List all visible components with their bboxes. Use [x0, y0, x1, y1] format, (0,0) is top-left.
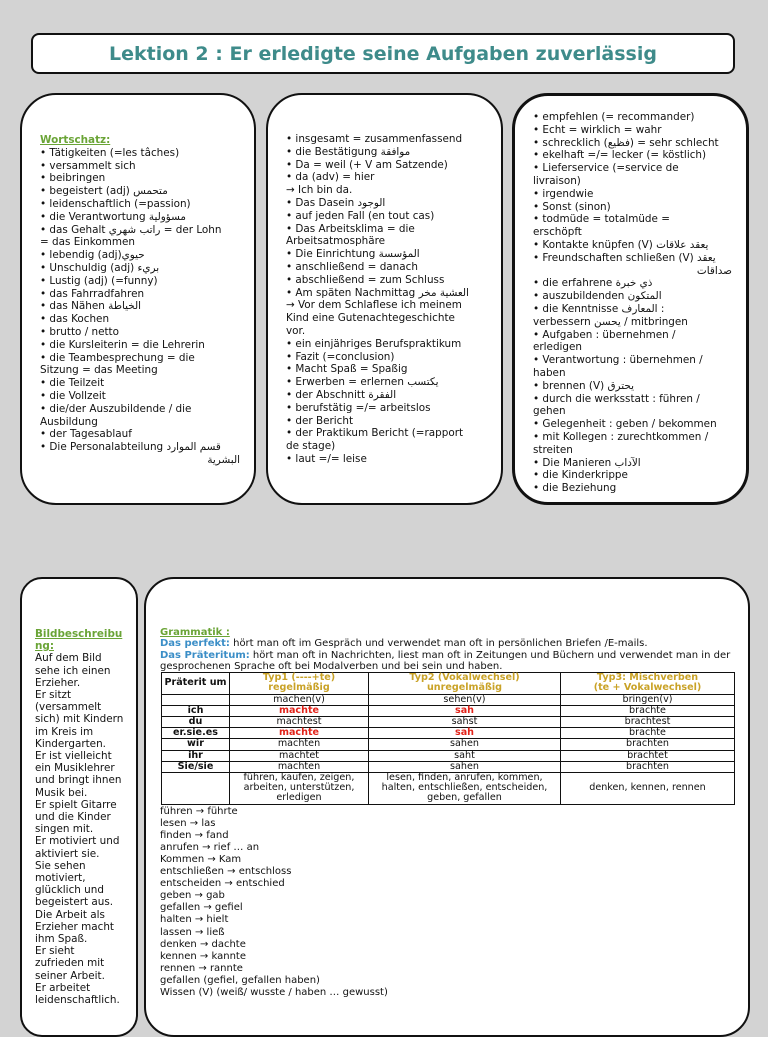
description-line: ihm Spaß. [35, 933, 88, 946]
description-line: ein Musiklehrer [35, 762, 115, 775]
vocab-item: streiten [533, 443, 573, 456]
verb-form-line: anrufen → rief … an [160, 841, 260, 853]
vocab-item: • Verantwortung : übernehmen / [533, 354, 703, 367]
description-line: zufrieden mit [35, 957, 105, 970]
verb-form-line: Wissen (V) (weiß/ wusste / haben … gewusst) [160, 987, 388, 999]
verb-form-line: kennen → kannte [160, 950, 246, 962]
description-line: Sie sehen [35, 859, 86, 872]
vocab-item: • die erfahrene ذي خبرة [533, 277, 653, 290]
title-banner [31, 33, 735, 74]
table-cell: machen(v) [230, 694, 369, 705]
table-row [162, 739, 735, 750]
verb-form-line: Kommen → Kam [160, 854, 242, 865]
vocab-item: • die Verantwortung مسؤولية [40, 210, 186, 223]
praeteritum-text: hört man oft in Nachrichten, liest man oft in Zeitungen und Büchern und verwendet man in der gesprochenen Sprache oft bei Modalverben und bei sein und haben. [160, 649, 731, 672]
table-cell: sahen [369, 761, 561, 772]
table-corner-cell: Präterit um [162, 673, 230, 694]
description-line: sich) mit Kindern [35, 713, 124, 726]
table-cell: brachtet [561, 750, 735, 761]
table-cell: brachtest [561, 717, 735, 728]
table-header-row [162, 673, 735, 694]
vocab-item: • Gelegenheit : geben / bekommen [533, 418, 717, 431]
vocabulary-box-3 [512, 93, 749, 505]
vocabulary-list-1 [40, 134, 240, 467]
description-line: und bringt ihnen [35, 774, 122, 787]
typ1-header [230, 673, 369, 694]
vocabulary-list-2 [286, 133, 487, 466]
verb-form-line: denken → dachte [160, 938, 246, 950]
vocab-item: صداقات [696, 264, 732, 277]
vocab-item: Kind eine Gutenachtegeschichte [286, 312, 455, 325]
vocab-item: • die Beziehung [533, 482, 617, 495]
vocab-item: haben [533, 366, 566, 379]
vocab-item: • laut =/= leise [286, 452, 367, 465]
table-cell: brachte [561, 705, 735, 716]
perfekt-label: Das perfekt: [160, 638, 230, 650]
table-row [162, 717, 735, 728]
vocab-item: • mit Kollegen : zurechtkommen / [533, 430, 709, 443]
typ1-subtitle: regelmäßig [268, 682, 330, 694]
vocab-item: • Die Manieren الآداب [533, 456, 641, 469]
verb-form-line: lassen → ließ [160, 926, 225, 938]
vocab-item: = das Einkommen [40, 236, 135, 249]
pronoun-cell: ich [162, 705, 230, 716]
description-line: motiviert, [35, 872, 86, 885]
table-cell: lesen, finden, anrufen, kommen, halten, entschließen, entscheiden, geben, gefallen [369, 773, 561, 805]
vocab-item: • da (adv) = hier [286, 171, 375, 184]
vocab-item: • Kontakte knüpfen (V) يعقد علاقات [533, 238, 709, 251]
vocab-item: • ein einjähriges Berufspraktikum [286, 337, 462, 350]
vocab-item: • Lustig (adj) (=funny) [40, 274, 158, 287]
vocab-item: • die Teambesprechung = die [40, 351, 195, 364]
vocab-item: • Echt = wirklich = wahr [533, 123, 662, 136]
table-cell: bringen(v) [561, 694, 735, 705]
vocab-item: • Fazit (=conclusion) [286, 350, 395, 363]
vocab-item: • das Fahrradfahren [40, 287, 145, 300]
vocab-item: • irgendwie [533, 187, 594, 200]
vocab-item: • brennen (V) يحترق [533, 379, 634, 392]
table-cell: sah [369, 728, 561, 739]
table-cell: sehen(v) [369, 694, 561, 705]
verb-form-line: finden → fand [160, 829, 229, 841]
bildbeschreibung-heading-2: ng: [35, 640, 54, 653]
description-line: Kindergarten. [35, 737, 106, 750]
vocab-item: • Aufgaben : übernehmen / [533, 328, 676, 341]
vocab-item: de stage) [286, 440, 336, 453]
vocab-item: livraison) [533, 174, 581, 187]
table-row [162, 694, 735, 705]
table-cell [162, 773, 230, 805]
description-line: (versammelt [35, 701, 102, 714]
description-line: Er sitzt [35, 689, 72, 702]
table-cell: saht [369, 750, 561, 761]
verb-form-line: halten → hielt [160, 914, 229, 926]
vocab-item: • berufstätig =/= arbeitslos [286, 401, 431, 414]
table-cell: machtest [230, 717, 369, 728]
table-cell: machten [230, 761, 369, 772]
pronoun-cell: wir [162, 739, 230, 750]
vocab-item: verbessern يحسن / mitbringen [533, 315, 688, 328]
vocab-item: Ausbildung [40, 415, 98, 428]
vocab-item: • Freundschaften schließen (V) يعقد [533, 251, 716, 264]
description-line: begeistert aus. [35, 896, 114, 909]
description-line: seiner Arbeit. [35, 969, 105, 982]
vocab-item: erledigen [533, 341, 583, 354]
bildbeschreibung-heading-1: Bildbeschreibu [35, 628, 123, 640]
typ2-subtitle: unregelmäßig [426, 682, 503, 694]
picture-description-box [20, 577, 138, 1037]
description-line: Er arbeitet [35, 981, 91, 994]
irregular-verb-list [160, 806, 732, 1000]
typ3-subtitle: (te + Vokalwechsel) [593, 682, 702, 694]
table-cell: sahst [369, 717, 561, 728]
vocab-item: • der Abschnitt الفقرة [286, 388, 397, 401]
praeteritum-note [160, 650, 732, 673]
verb-form-line: rennen → rannte [160, 962, 243, 974]
grammatik-heading: Grammatik : [160, 627, 230, 638]
vocab-item: • schrecklich (فظيع) = sehr schlecht [533, 136, 719, 149]
table-cell: sahen [369, 739, 561, 750]
description-line: Er sieht [35, 945, 75, 958]
description-line: sehe ich einen [35, 664, 111, 677]
page-title: Lektion 2 : Er erledigte seine Aufgaben zuverlässig [109, 42, 657, 65]
vocab-item: • Tätigkeiten (=les tâches) [40, 146, 180, 159]
vocab-item: gehen [533, 405, 566, 418]
vocab-item: → Ich bin da. [286, 184, 353, 197]
table-cell [162, 694, 230, 705]
pronoun-cell: Sie/sie [162, 761, 230, 772]
vocab-item: • leidenschaftlich (=passion) [40, 197, 191, 210]
table-cell: sah [369, 705, 561, 716]
vocab-item: • die/der Auszubildende / die [40, 402, 192, 415]
typ1-title: Typ1 (----+te) [262, 672, 336, 684]
description-line: Auf dem Bild [35, 652, 102, 665]
vocab-item: • die Teilzeit [40, 377, 105, 390]
vocab-item: • Sonst (sinon) [533, 200, 611, 213]
verb-form-line: lesen → las [160, 817, 216, 829]
vocab-item: • begeistert (adj) متحمس [40, 185, 168, 198]
verb-form-line: gefallen (gefiel, gefallen haben) [160, 974, 320, 986]
vocab-item: • Macht Spaß = Spaßig [286, 363, 408, 376]
praeteritum-label: Das Präteritum: [160, 649, 250, 661]
vocab-item: • auf jeden Fall (en tout cas) [286, 209, 435, 222]
vocab-item: • auszubildenden المتكون [533, 290, 662, 303]
description-line: Erzieher. [35, 676, 81, 689]
verb-form-line: entschließen → entschloss [160, 866, 292, 878]
typ3-title: Typ3: Mischverben [596, 672, 699, 684]
vocab-item: • brutto / netto [40, 325, 119, 338]
vocab-item: • die Kinderkrippe [533, 469, 628, 482]
table-cell: machte [230, 705, 369, 716]
table-cell: führen, kaufen, zeigen, arbeiten, unterstützen, erledigen [230, 773, 369, 805]
vocab-item: • das Nähen الخياطة [40, 300, 142, 313]
vocab-item: • der Tagesablauf [40, 428, 132, 441]
vocab-item: • Am späten Nachmittag العشية مخر [286, 286, 469, 299]
vocab-item: • ekelhaft =/= lecker (= köstlich) [533, 149, 707, 162]
verb-form-line: führen → führte [160, 805, 238, 817]
vocabulary-list-3 [533, 111, 732, 495]
table-cell: brachte [561, 728, 735, 739]
vocab-item: • Die Personalabteilung قسم الموارد [40, 441, 221, 454]
vocab-item: • anschließend = danach [286, 260, 418, 273]
vocab-item: • Lieferservice (=service de [533, 162, 679, 175]
typ2-header [369, 673, 561, 694]
table-cell: machte [230, 728, 369, 739]
vocab-item: vor. [286, 324, 306, 337]
table-cell: brachten [561, 761, 735, 772]
verb-form-line: entscheiden → entschied [160, 878, 285, 890]
description-line: leidenschaftlich. [35, 994, 120, 1007]
vocab-item: • die Kursleiterin = die Lehrerin [40, 338, 205, 351]
perfekt-note [160, 638, 732, 649]
vocab-item: • beibringen [40, 172, 106, 185]
conjugation-table [161, 672, 735, 804]
vocab-item: • die Vollzeit [40, 389, 106, 402]
vocab-item: • der Praktikum Bericht (=rapport [286, 427, 464, 440]
pronoun-cell: du [162, 717, 230, 728]
typ2-title: Typ2 (Vokalwechsel) [409, 672, 520, 684]
vocab-item: • Erwerben = erlernen يكتسب [286, 376, 439, 389]
vocab-item: • lebendig (adj)حيوي [40, 249, 145, 262]
description-line: singen mit. [35, 823, 94, 836]
vocab-item: • Da = weil (+ V am Satzende) [286, 158, 448, 171]
vocab-item: البشرية [207, 453, 240, 466]
vocab-item: • das Kochen [40, 313, 110, 326]
pronoun-cell: er.sie.es [162, 728, 230, 739]
vocab-item: • abschließend = zum Schluss [286, 273, 445, 286]
vocab-item: • empfehlen (= recommander) [533, 111, 695, 123]
description-line: im Kreis im [35, 725, 94, 738]
perfekt-text: hört man oft im Gespräch und verwendet man oft in persönlichen Briefen /E-mails. [229, 638, 648, 650]
vocab-item: Arbeitsatmosphäre [286, 235, 386, 248]
table-row-examples [162, 773, 735, 805]
verb-form-line: gefallen → gefiel [160, 902, 243, 914]
vocab-item: • die Bestätigung موافقة [286, 145, 411, 158]
vocab-item: erschöpft [533, 226, 582, 239]
description-line: Musik bei. [35, 786, 88, 799]
vocab-item: • Unschuldig (adj) بريء [40, 261, 160, 274]
vocab-item: → Vor dem Schlaflese ich meinem [286, 299, 462, 312]
pronoun-cell: ihr [162, 750, 230, 761]
description-line: und die Kinder [35, 811, 111, 824]
table-row [162, 728, 735, 739]
description-line: aktiviert sie. [35, 847, 100, 860]
vocab-item: • Das Dasein الوجود [286, 196, 386, 209]
description-line: Er motiviert und [35, 835, 120, 848]
vocab-item: • insgesamt = zusammenfassend [286, 133, 463, 145]
vocab-item: • versammelt sich [40, 159, 136, 172]
description-line: Er spielt Gitarre [35, 798, 117, 811]
description-line: Er ist vielleicht [35, 750, 112, 763]
vocab-item: • Die Einrichtung المؤسسة [286, 248, 420, 261]
wortschatz-heading: Wortschatz: [40, 134, 111, 146]
vocab-item: • die Kenntnisse المعارف : [533, 302, 665, 315]
typ3-header [561, 673, 735, 694]
vocab-item: Sitzung = das Meeting [40, 364, 158, 377]
vocab-item: • Das Arbeitsklima = die [286, 222, 415, 235]
verb-form-line: geben → gab [160, 890, 225, 902]
table-cell: denken, kennen, rennen [561, 773, 735, 805]
table-cell: machten [230, 739, 369, 750]
description-line: Erzieher macht [35, 920, 114, 933]
description-line: Die Arbeit als [35, 908, 105, 921]
description-line: glücklich und [35, 884, 104, 897]
grammar-box [144, 577, 750, 1037]
vocab-item: • durch die werksstatt : führen / [533, 392, 700, 405]
vocab-item: • der Bericht [286, 414, 354, 427]
vocab-item: • todmüde = totalmüde = [533, 213, 670, 226]
vocab-item: • das Gehalt راتب شهري = der Lohn [40, 223, 222, 236]
vocabulary-box-1 [20, 93, 256, 505]
table-row [162, 761, 735, 772]
table-row [162, 750, 735, 761]
vocabulary-box-2 [266, 93, 503, 505]
table-cell: machtet [230, 750, 369, 761]
table-row [162, 705, 735, 716]
table-cell: brachten [561, 739, 735, 750]
